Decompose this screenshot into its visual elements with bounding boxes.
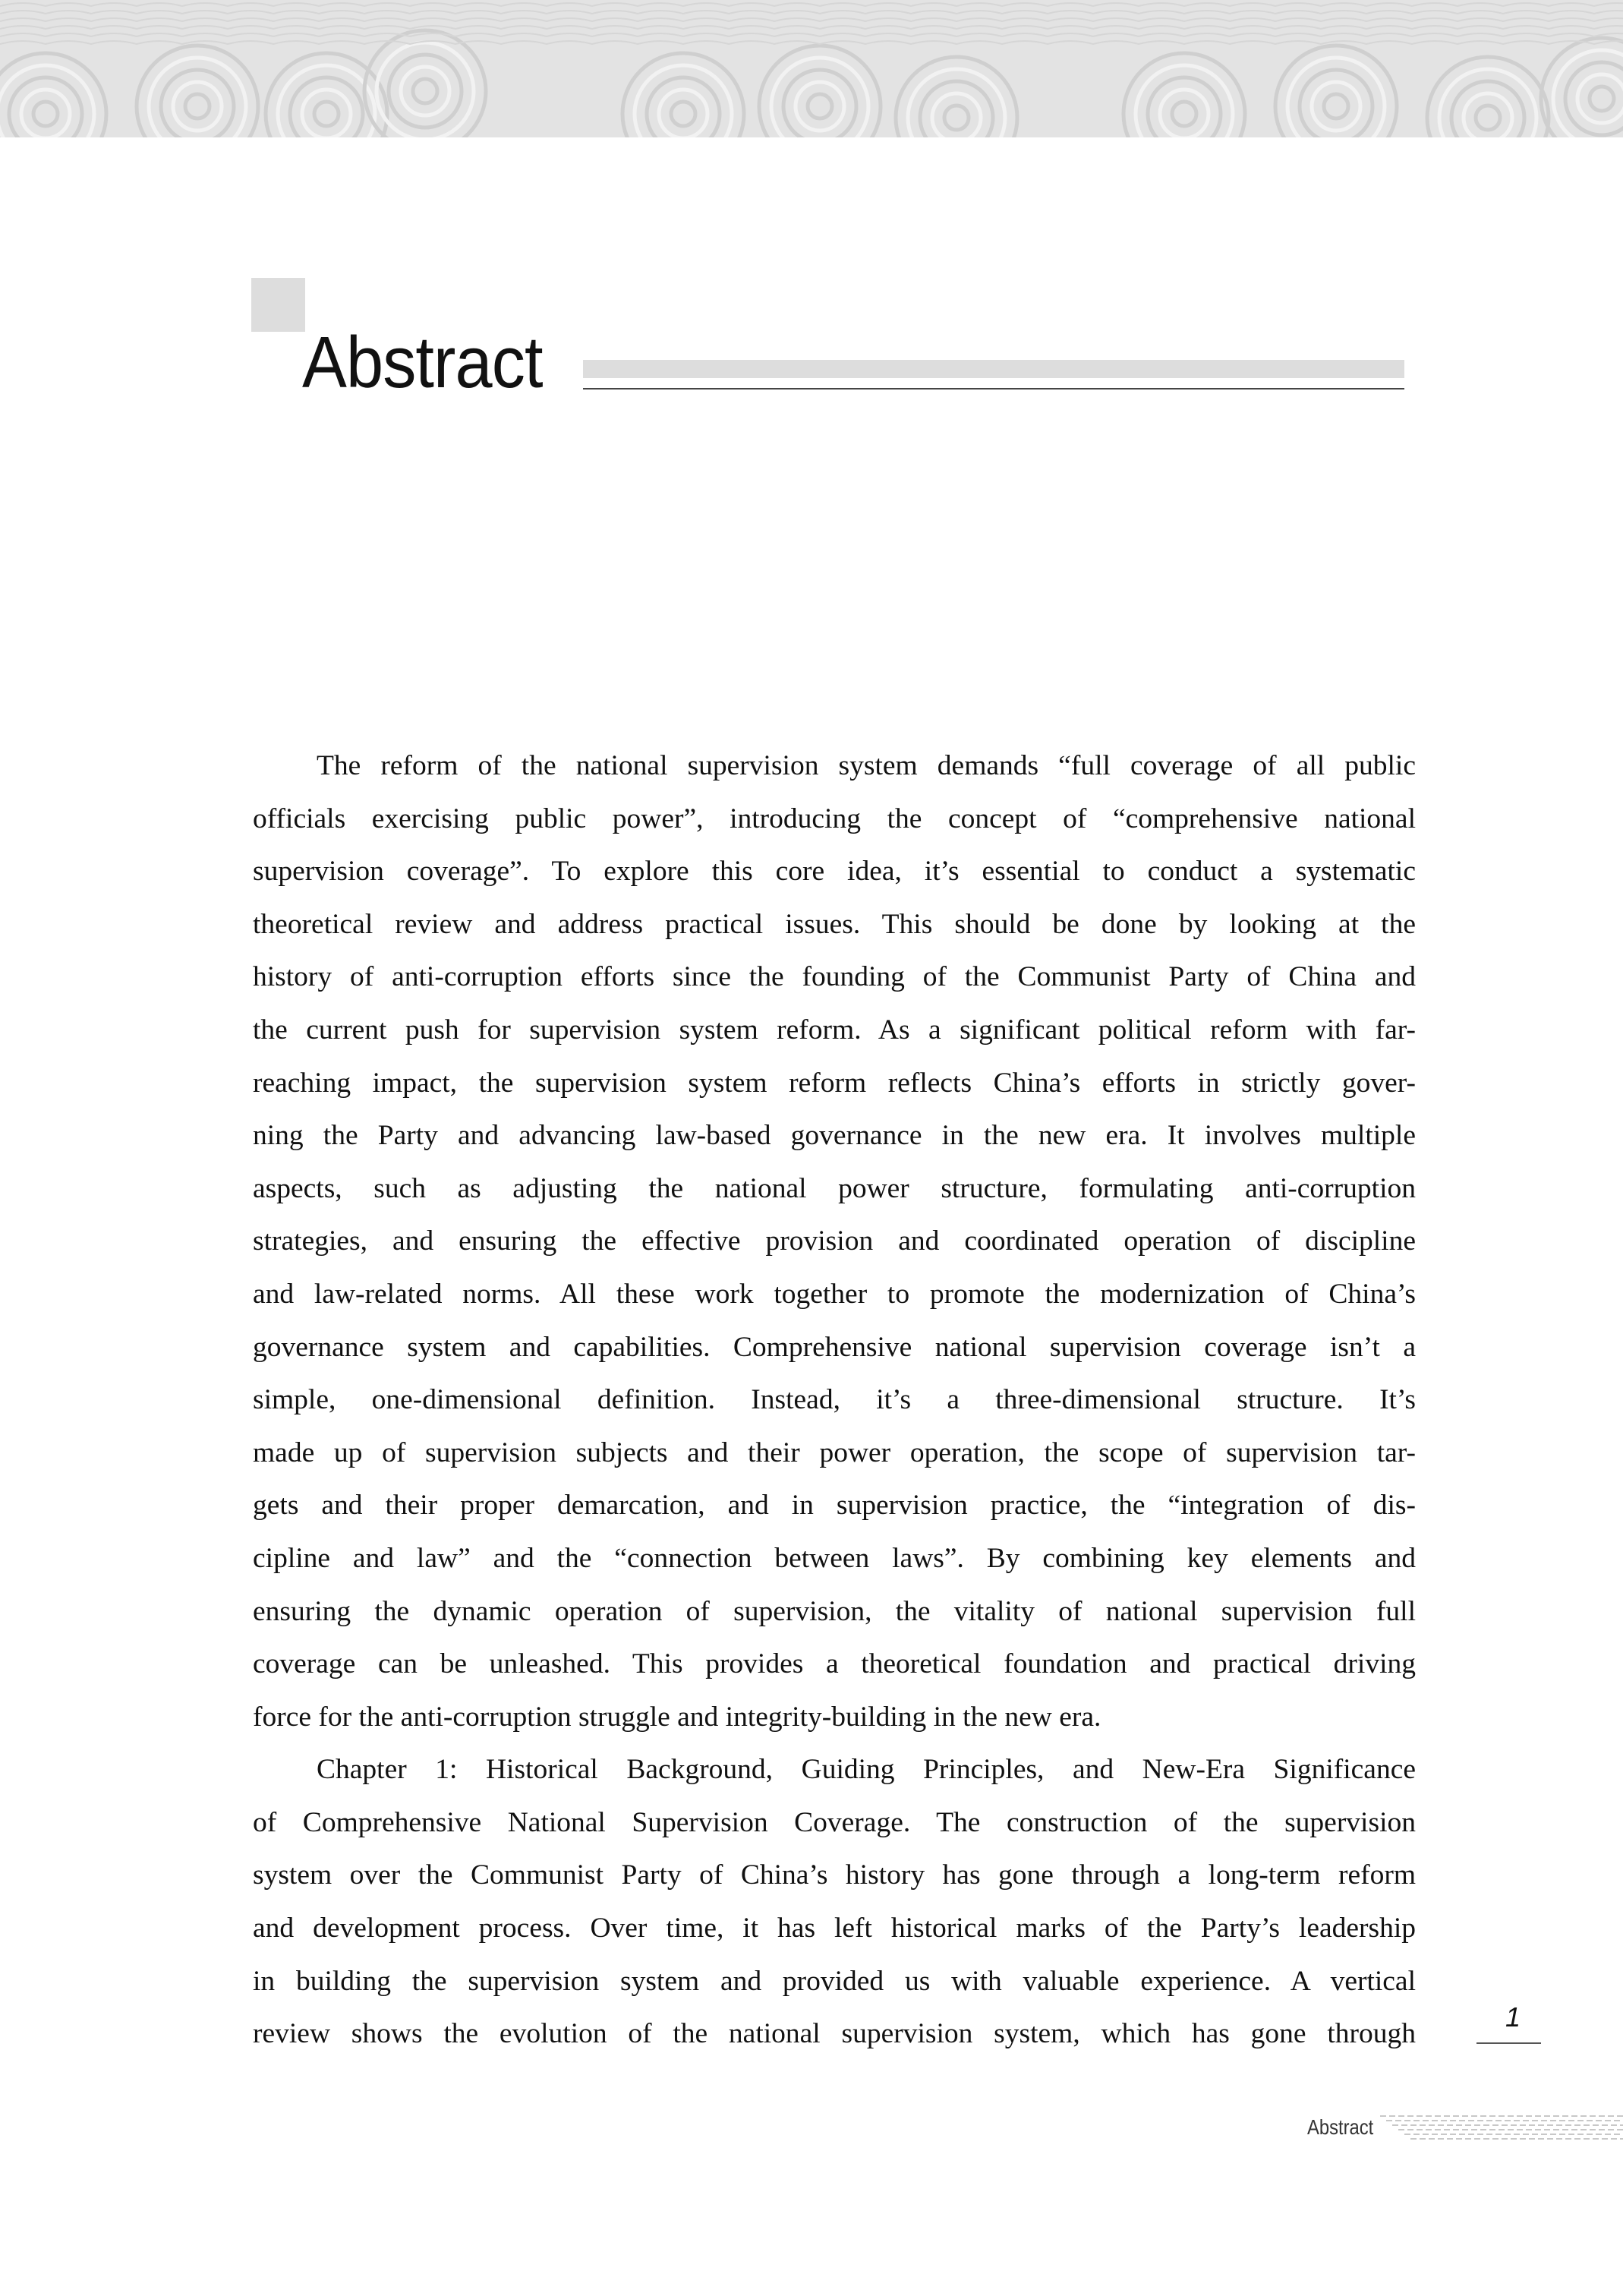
text-line: ensuring the dynamic operation of supervision, the vitality of national supervision full (253, 1595, 1416, 1627)
footer-dash (1423, 2120, 1429, 2121)
footer-dot-pattern-icon (1380, 2112, 1623, 2143)
text-line: system over the Communist Party of China’s history has gone through a long-term reform (253, 1859, 1416, 1891)
footer-dash (1401, 2124, 1407, 2126)
footer-dash (1423, 2134, 1429, 2135)
text-line: governance system and capabilities. Comprehensive national supervision coverage isn’t a (253, 1331, 1416, 1363)
footer-dash (1417, 2115, 1423, 2117)
cloud-swirl (314, 102, 339, 126)
footer-dash (1574, 2124, 1580, 2126)
footer-dash (1511, 2138, 1517, 2140)
footer-dash (1441, 2134, 1447, 2135)
footer-dash (1605, 2134, 1611, 2135)
footer-dash (1471, 2129, 1477, 2130)
title-accent-square (251, 278, 305, 332)
footer-dash (1562, 2115, 1568, 2117)
cloud-swirl (659, 90, 708, 137)
footer-dash (1547, 2124, 1553, 2126)
title-accent-bar (583, 360, 1404, 378)
footer-dash (1587, 2120, 1593, 2121)
title-rule (583, 388, 1404, 390)
footer-dash (1541, 2120, 1547, 2121)
footer-dash (1526, 2129, 1532, 2130)
cloud-swirl (377, 43, 474, 137)
footer-dash (1459, 2134, 1465, 2135)
footer-dash (1614, 2134, 1620, 2135)
cloud-swirl (1476, 106, 1500, 130)
footer-dash (1502, 2138, 1508, 2140)
cloud-swirl (33, 102, 58, 126)
footer-dash (1532, 2134, 1538, 2135)
cloud-wave (0, 26, 1623, 29)
text-line: theoretical review and address practical issues. This should be done by looking at the (253, 908, 1416, 940)
footer-dash (1450, 2120, 1456, 2121)
footer-dash (1544, 2115, 1550, 2117)
footer-dash (1520, 2138, 1526, 2140)
footer-dash (1456, 2138, 1462, 2140)
text-line: and law-related norms. All these work together to promote the modernization of China’s (253, 1278, 1416, 1310)
footer-dash (1538, 2138, 1544, 2140)
text-line: of Comprehensive National Supervision Coverage. The construction of the supervision (253, 1806, 1416, 1838)
footer-dash (1520, 2124, 1526, 2126)
footer-dash (1435, 2129, 1441, 2130)
footer-dash (1429, 2138, 1435, 2140)
footer-dash (1584, 2138, 1590, 2140)
footer-dash (1465, 2138, 1471, 2140)
cloud-swirl (9, 77, 82, 137)
cloud-swirl (944, 106, 969, 130)
footer-dash (1398, 2129, 1404, 2130)
footer-dash (1474, 2124, 1480, 2126)
footer-dash (1447, 2138, 1453, 2140)
cloud-swirl (1324, 94, 1348, 118)
footer-dash (1404, 2120, 1410, 2121)
footer-dash (1596, 2120, 1602, 2121)
footer-dash (1577, 2120, 1584, 2121)
footer-dash (1553, 2115, 1559, 2117)
footer-dash (1511, 2124, 1517, 2126)
page-number-rule (1476, 2042, 1541, 2044)
text-line: coverage can be unleashed. This provides a theoretical foundation and practical driving (253, 1648, 1416, 1680)
footer-dash (1590, 2115, 1596, 2117)
cloud-swirl (1172, 102, 1196, 126)
footer-dash (1468, 2120, 1474, 2121)
footer-dash (1529, 2124, 1535, 2126)
cloud-swirl (413, 79, 437, 103)
footer-dash (1571, 2115, 1577, 2117)
footer-dash (1620, 2124, 1623, 2126)
footer-dash (1477, 2134, 1483, 2135)
footer-dash (1541, 2134, 1547, 2135)
footer-dash (1420, 2138, 1426, 2140)
text-line: officials exercising public power”, introducing the concept of “comprehensive national (253, 803, 1416, 834)
text-line: strategies, and ensuring the effective provision and coordinated operation of discipline (253, 1225, 1416, 1257)
footer-dash (1535, 2115, 1541, 2117)
text-line: aspects, such as adjusting the national power structure, formulating anti-corruption (253, 1172, 1416, 1204)
footer-dash (1480, 2129, 1486, 2130)
cloud-swirl (185, 94, 210, 118)
footer-dash (1523, 2120, 1529, 2121)
text-line: review shows the evolution of the national supervision system, which has gone through (253, 2018, 1416, 2050)
footer-dash (1580, 2115, 1587, 2117)
cloud-swirl (1312, 82, 1360, 131)
footer-dash (1599, 2129, 1605, 2130)
footer-dash (1608, 2129, 1614, 2130)
footer-dash (1462, 2115, 1468, 2117)
paragraph (253, 1743, 1416, 2061)
cloud-swirl (1577, 74, 1623, 123)
cloud-swirl (1148, 77, 1221, 137)
page-title: Abstract (302, 322, 543, 403)
footer-dash (1605, 2120, 1611, 2121)
footer-dash (1580, 2129, 1587, 2130)
footer-dash (1529, 2138, 1535, 2140)
cloud-wave (0, 33, 1623, 36)
footer-dash (1432, 2120, 1438, 2121)
footer-dash (1444, 2129, 1450, 2130)
footer-dash (1550, 2134, 1556, 2135)
text-line: The reform of the national supervision system demands “full coverage of all public (317, 750, 1416, 781)
cloud-pattern-icon (0, 0, 1623, 137)
footer-dash (1492, 2124, 1499, 2126)
header-cloud-banner (0, 0, 1623, 137)
footer-dash (1590, 2129, 1596, 2130)
footer-dash (1474, 2138, 1480, 2140)
footer-dash (1471, 2115, 1477, 2117)
footer-dash (1420, 2124, 1426, 2126)
paragraph (253, 740, 1416, 1743)
footer-dash (1453, 2115, 1459, 2117)
footer-dash (1489, 2115, 1495, 2117)
footer-dash (1492, 2138, 1499, 2140)
footer-dash (1505, 2134, 1511, 2135)
footer-dash (1608, 2115, 1614, 2117)
text-line: in building the supervision system and provided us with valuable experience. A vertical (253, 1965, 1416, 1997)
footer-dash (1593, 2138, 1599, 2140)
footer-dash (1517, 2115, 1523, 2117)
footer-dash (1523, 2134, 1529, 2135)
footer-dash (1532, 2120, 1538, 2121)
footer-dash (1426, 2115, 1432, 2117)
text-line: history of anti-corruption efforts since the founding of the Communist Party of China and (253, 961, 1416, 993)
cloud-swirl (302, 90, 351, 137)
footer-dash (1577, 2134, 1584, 2135)
footer-dash (1526, 2115, 1532, 2117)
footer-dash (1553, 2129, 1559, 2130)
footer-dash (1550, 2120, 1556, 2121)
footer-dash (1599, 2115, 1605, 2117)
footer-dash (1407, 2115, 1413, 2117)
footer-dash (1505, 2120, 1511, 2121)
footer-dash (1459, 2120, 1465, 2121)
cloud-wave (0, 3, 1623, 6)
cloud-swirl (671, 102, 695, 126)
text-line: and development process. Over time, it has left historical marks of the Party’s leadership (253, 1913, 1416, 1944)
cloud-wave (0, 18, 1623, 21)
footer-dash (1486, 2134, 1492, 2135)
footer-dash (1462, 2129, 1468, 2130)
footer-dash (1435, 2115, 1441, 2117)
footer-dash (1489, 2129, 1495, 2130)
footer-dash (1426, 2129, 1432, 2130)
text-line: Chapter 1: Historical Background, Guiding Principles, and New-Era Significance (317, 1754, 1416, 1786)
footer-dash (1395, 2120, 1401, 2121)
footer-dash (1417, 2129, 1423, 2130)
footer-dash (1584, 2124, 1590, 2126)
footer-dash (1444, 2115, 1450, 2117)
footer-dash (1468, 2134, 1474, 2135)
running-footer-title: Abstract (1307, 2115, 1374, 2139)
footer-dash (1495, 2134, 1502, 2135)
footer-dash (1559, 2120, 1565, 2121)
text-line: force for the anti-corruption struggle and integrity-building in the new era. (253, 1701, 1101, 1733)
footer-dash (1477, 2120, 1483, 2121)
footer-dash (1544, 2129, 1550, 2130)
footer-dash (1556, 2138, 1562, 2140)
footer-dash (1587, 2134, 1593, 2135)
cloud-wave (0, 41, 1623, 44)
footer-dash (1508, 2129, 1514, 2130)
footer-dash (1574, 2138, 1580, 2140)
footer-dash (1547, 2138, 1553, 2140)
footer-dash (1617, 2115, 1623, 2117)
footer-dash (1508, 2115, 1514, 2117)
footer-dash (1596, 2134, 1602, 2135)
footer-dash (1593, 2124, 1599, 2126)
text-line: supervision coverage”. To explore this core idea, it’s essential to conduct a systematic (253, 856, 1416, 888)
footer-dash (1565, 2124, 1571, 2126)
cloud-swirl (647, 77, 720, 137)
footer-dash (1571, 2129, 1577, 2130)
footer-dash (1438, 2138, 1444, 2140)
cloud-swirl (290, 77, 363, 137)
footer-dash (1514, 2120, 1520, 2121)
footer-dash (1602, 2124, 1608, 2126)
footer-dash (1535, 2129, 1541, 2130)
footer-dash (1559, 2134, 1565, 2135)
footer-dash (1565, 2138, 1571, 2140)
footer-dash (1499, 2115, 1505, 2117)
cloud-swirl (401, 67, 449, 115)
footer-dash (1495, 2120, 1502, 2121)
footer-dash (1480, 2115, 1486, 2117)
footer-dash (1556, 2124, 1562, 2126)
footer-dash (1407, 2129, 1413, 2130)
footer-dash (1611, 2124, 1617, 2126)
footer-dash (1456, 2124, 1462, 2126)
footer-dash (1447, 2124, 1453, 2126)
footer-dash (1514, 2134, 1520, 2135)
cloud-swirl (173, 82, 222, 131)
footer-dash (1450, 2134, 1456, 2135)
footer-dash (1483, 2124, 1489, 2126)
footer-dash (1404, 2134, 1410, 2135)
footer-dash (1389, 2115, 1395, 2117)
footer-dash (1453, 2129, 1459, 2130)
footer-dash (1441, 2120, 1447, 2121)
footer-dash (1410, 2138, 1417, 2140)
cloud-wave (0, 11, 1623, 14)
footer-dash (1562, 2129, 1568, 2130)
text-line: cipline and law” and the “connection between laws”. By combining key elements and (253, 1542, 1416, 1574)
footer-dash (1413, 2120, 1420, 2121)
footer-dash (1392, 2124, 1398, 2126)
footer-dash (1432, 2134, 1438, 2135)
footer-dash (1617, 2129, 1623, 2130)
footer-dash (1611, 2138, 1617, 2140)
cloud-swirl (364, 30, 486, 137)
abstract-body (253, 740, 1416, 2061)
footer-dash (1438, 2124, 1444, 2126)
footer-dash (1517, 2129, 1523, 2130)
footer-dash (1429, 2124, 1435, 2126)
text-line: the current push for supervision system reform. As a significant political reform with far- (253, 1014, 1416, 1046)
cloud-swirl (21, 90, 70, 137)
footer-dash (1502, 2124, 1508, 2126)
footer-dash (1568, 2134, 1574, 2135)
cloud-swirl (1590, 87, 1614, 111)
text-line: reaching impact, the supervision system reform reflects China’s efforts in strictly gover- (253, 1067, 1416, 1099)
cloud-swirl (1160, 90, 1209, 137)
text-line: gets and their proper demarcation, and in supervision practice, the “integration of dis- (253, 1490, 1416, 1522)
cloud-swirl (808, 94, 832, 118)
page-number: 1 (1505, 2001, 1521, 2033)
footer-dash (1538, 2124, 1544, 2126)
footer-dash (1483, 2138, 1489, 2140)
footer-dash (1413, 2134, 1420, 2135)
footer-dash (1568, 2120, 1574, 2121)
footer-dash (1465, 2124, 1471, 2126)
footer-dash (1602, 2138, 1608, 2140)
text-line: ning the Party and advancing law-based governance in the new era. It involves multiple (253, 1120, 1416, 1152)
footer-dash (1398, 2115, 1404, 2117)
footer-dash (1620, 2138, 1623, 2140)
footer-dash (1386, 2120, 1392, 2121)
cloud-swirl (796, 82, 844, 131)
text-line: simple, one-dimensional definition. Instead, it’s a three-dimensional structure. It’s (253, 1384, 1416, 1416)
footer-dash (1499, 2129, 1505, 2130)
text-line: made up of supervision subjects and their power operation, the scope of supervision tar- (253, 1437, 1416, 1468)
footer-dash (1486, 2120, 1492, 2121)
footer-dash (1380, 2115, 1386, 2117)
footer-dash (1410, 2124, 1417, 2126)
footer-dash (1614, 2120, 1620, 2121)
